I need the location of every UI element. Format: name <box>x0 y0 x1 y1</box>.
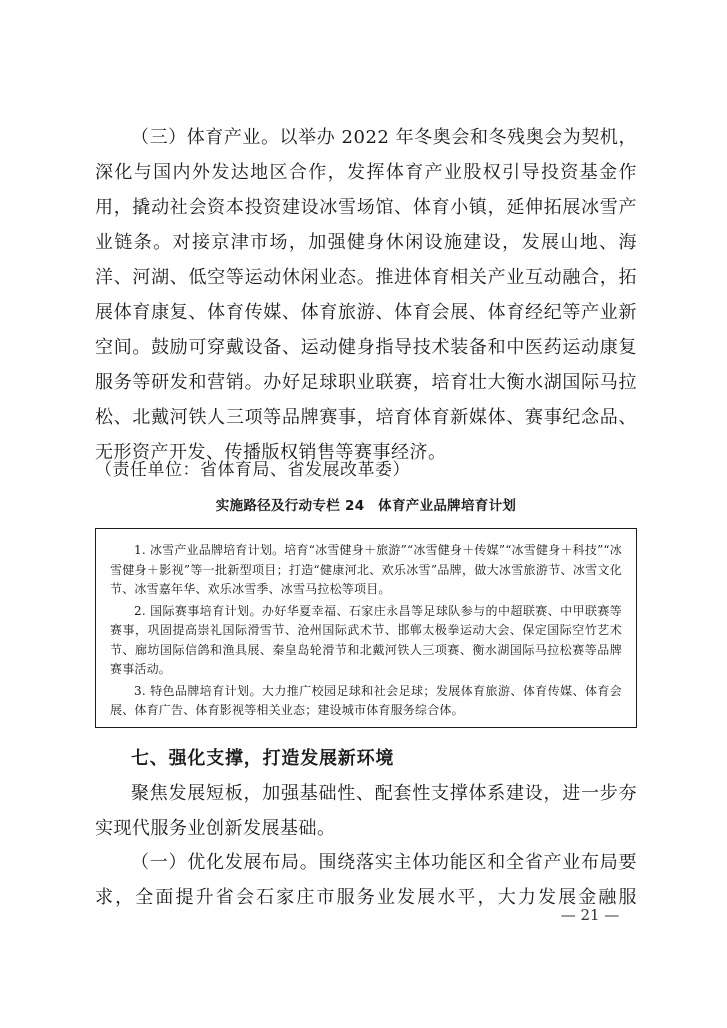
action-box-item-2: 2. 国际赛事培育计划。办好华夏幸福、石家庄永昌等足球队参与的中超联赛、中甲联赛等赛事，巩固提高崇礼国际滑雪节、沧州国际武术节、邯郸太极拳运动大会、保定国际空竹艺术节、廊坊国际信鸽和渔具展、秦皇岛轮滑节和北戴河铁人三项赛、衡水湖国际马拉松赛等品牌赛事活动。 <box>110 603 622 676</box>
action-box-title: 实施路径及行动专栏 24 体育产业品牌培育计划 <box>215 498 517 514</box>
action-box <box>95 528 637 728</box>
paragraph-sports-industry: （三）体育产业。以举办 2022 年冬奥会和冬残奥会为契机，深化与国内外发达地区合作，发挥体育产业股权引导投资基金作用，撬动社会资本投资建设冰雪场馆、体育小镇，延伸拓展冰雪产业链条。对接京津市场，加强健身休闲设施建设，发展山地、海洋、河湖、低空等运动休闲业态。推进体育相关产业互动融合，拓展体育康复、体育传媒、体育旅游、体育会展、体育经纪等产业新空间。鼓励可穿戴设备、运动健身指导技术装备和中医药运动康复服务等研发和营销。办好足球职业联赛，培育壮大衡水湖国际马拉松、北戴河铁人三项等品牌赛事，培育体育新媒体、赛事纪念品、无形资产开发、传播版权销售等赛事经济。 <box>95 127 637 463</box>
paragraph-layout: （一）优化发展布局。围绕落实主体功能区和全省产业布局要求，全面提升省会石家庄市服务业发展水平，大力发展金融服 <box>95 852 637 908</box>
responsibility-note: （责任单位：省体育局、省发展改革委） <box>95 460 410 480</box>
action-box-item-3: 3. 特色品牌培育计划。大力推广校园足球和社会足球；发展体育旅游、体育传媒、体育会展、体育广告、体育影视等相关业态；建设城市体育服务综合体。 <box>110 683 622 717</box>
page-number: — 21 — <box>560 906 620 924</box>
action-box-item-1: 1. 冰雪产业品牌培育计划。培育“冰雪健身＋旅游”“冰雪健身＋传媒”“冰雪健身＋科技”“冰雪健身＋影视”等一批新型项目；打造“健康河北、欢乐冰雪”品牌，做大冰雪旅游节、冰雪文化节、冰雪嘉年华、欢乐冰雪季、冰雪马拉松等项目。 <box>110 543 622 596</box>
section-heading: 七、强化支撑，打造发展新环境 <box>131 748 395 769</box>
paragraph-focus: 聚焦发展短板，加强基础性、配套性支撑体系建设，进一步夯实现代服务业创新发展基础。 <box>95 783 637 839</box>
